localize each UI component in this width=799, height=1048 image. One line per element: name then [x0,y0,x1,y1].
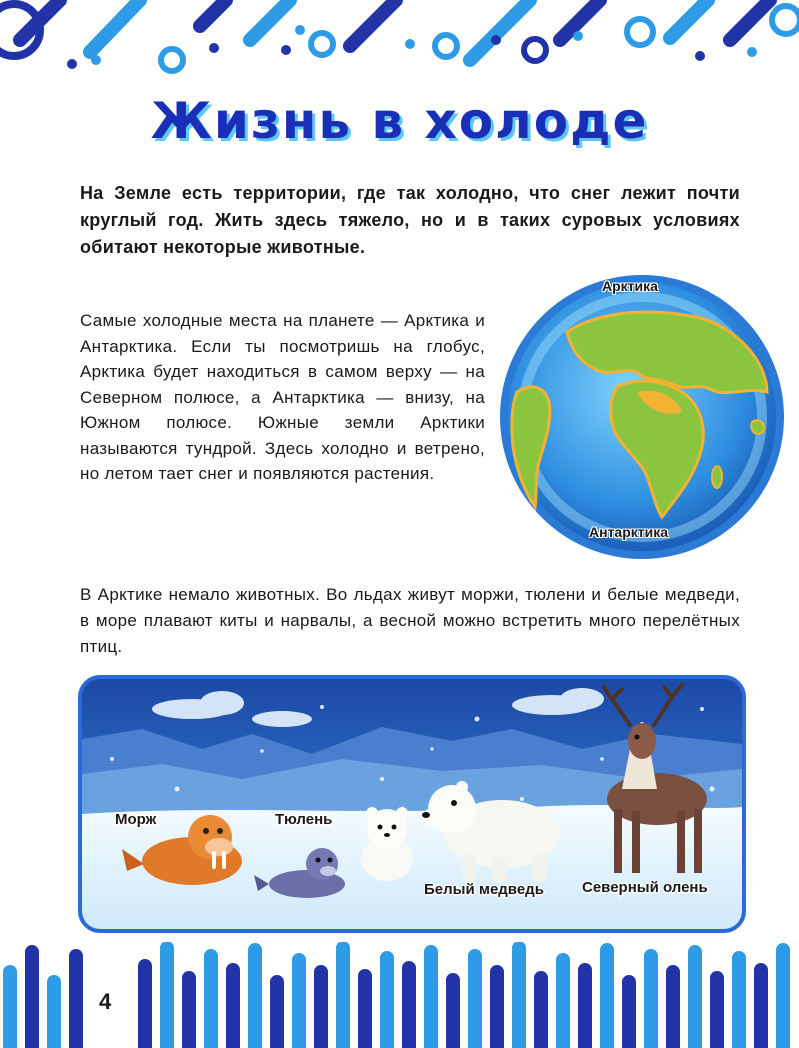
animals-paragraph: В Арктике немало животных. Во льдах живут моржи, тюлени и белые медведи, в море плавают киты и нарвалы, а весной можно встретить много перелётных птиц. [80,585,740,656]
globe-icon [497,272,787,562]
arctic-animals-illustration [78,675,746,933]
reindeer-label: Северный олень [582,879,708,896]
arctic-paragraph: Самые холодные места на планете — Арктика и Антарктика. Если ты посмотришь на глобус, Арктика будет находиться в самом верху — на Северном полюсе, а Антарктика — внизу, на Южном полюсе. Южные земли Арктики называются тундрой. Здесь холодно и ветрено, но летом тает снег и появляются растения. [80,311,485,483]
intro-paragraph: На Земле есть территории, где так холодно, что снег лежит почти круглый год. Жить здесь тяжело, но и в таких суровых условиях обитают некоторые животные. [80,183,740,257]
seal-label: Тюлень [275,811,333,828]
page-title: Жизнь в холоде [150,92,649,150]
walrus-label: Морж [115,811,157,828]
polar-bear-label: Белый медведь [424,881,544,898]
antarctic-label: Антарктика [589,524,669,540]
top-decoration [0,0,799,80]
arctic-label: Арктика [602,278,658,294]
globe-illustration [497,272,787,562]
page-number: 4 [99,989,112,1014]
bottom-decoration [0,942,799,1048]
